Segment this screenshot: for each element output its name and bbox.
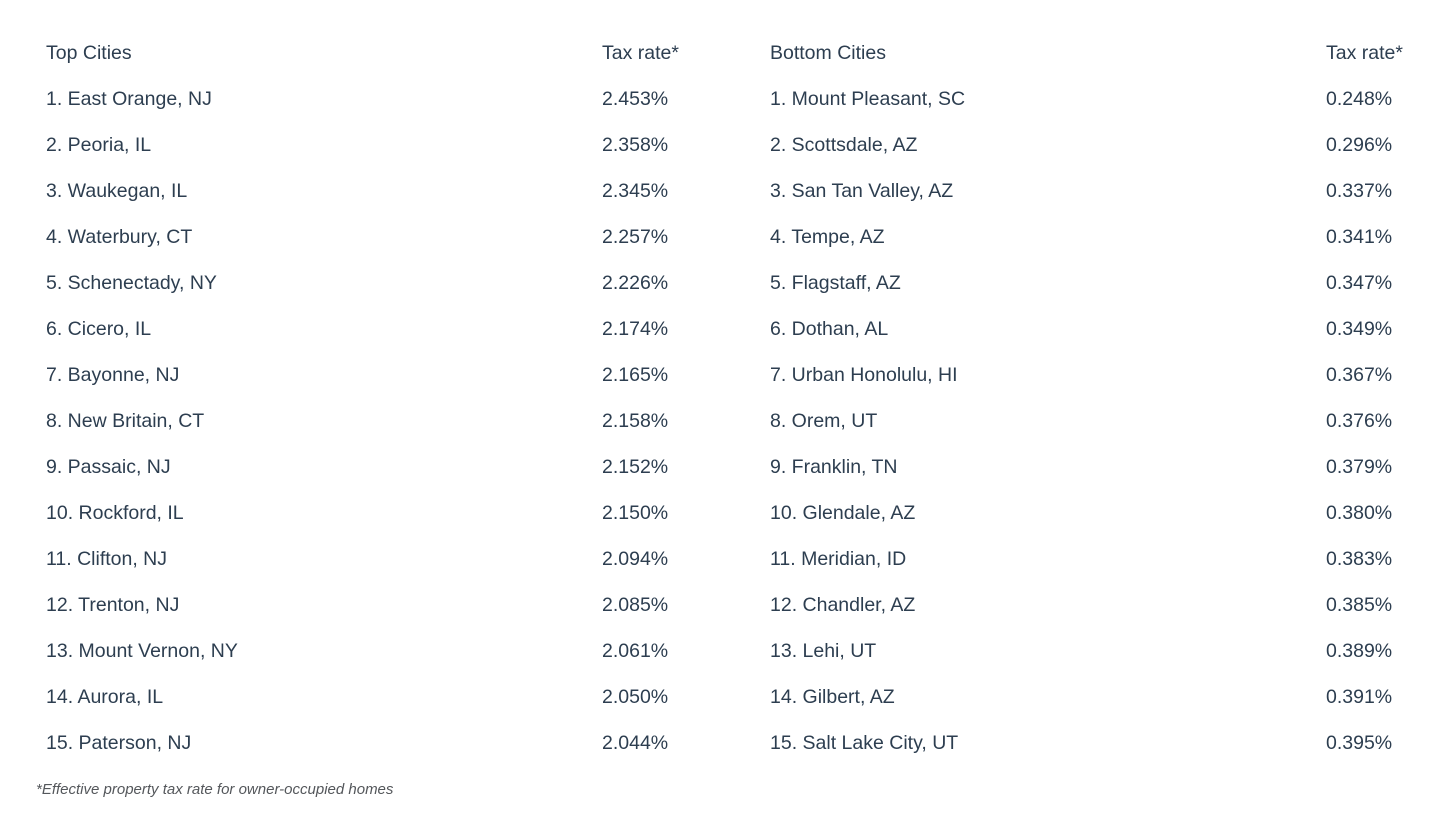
table-row xyxy=(46,491,1414,537)
bottom-rate-cell: 0.380% xyxy=(1326,502,1393,525)
top-cities-header: Top Cities xyxy=(46,42,132,65)
top-city-cell: 4. Waterbury, CT xyxy=(46,226,193,249)
bottom-rate-cell: 0.376% xyxy=(1326,410,1393,433)
bottom-city-cell: 4. Tempe, AZ xyxy=(770,226,885,249)
top-rate-cell: 2.061% xyxy=(602,640,669,663)
table-row xyxy=(46,675,1414,721)
footnote: *Effective property tax rate for owner-occupied homes xyxy=(36,781,394,798)
table-row xyxy=(46,537,1414,583)
top-rate-cell: 2.174% xyxy=(602,318,669,341)
bottom-city-cell: 2. Scottsdale, AZ xyxy=(770,134,918,157)
top-city-cell: 14. Aurora, IL xyxy=(46,686,164,709)
top-city-cell: 8. New Britain, CT xyxy=(46,410,205,433)
table-row xyxy=(46,261,1414,307)
table-row xyxy=(46,169,1414,215)
table-row xyxy=(46,721,1414,767)
table-header-row xyxy=(46,31,1414,77)
top-city-cell: 1. East Orange, NJ xyxy=(46,88,212,111)
bottom-city-cell: 8. Orem, UT xyxy=(770,410,878,433)
top-rate-cell: 2.158% xyxy=(602,410,669,433)
bottom-rate-cell: 0.337% xyxy=(1326,180,1393,203)
top-rate-cell: 2.453% xyxy=(602,88,669,111)
top-rate-cell: 2.226% xyxy=(602,272,669,295)
bottom-city-cell: 3. San Tan Valley, AZ xyxy=(770,180,954,203)
bottom-city-cell: 7. Urban Honolulu, HI xyxy=(770,364,958,387)
top-rate-cell: 2.150% xyxy=(602,502,669,525)
table-row xyxy=(46,583,1414,629)
top-rate-cell: 2.358% xyxy=(602,134,669,157)
bottom-rate-cell: 0.391% xyxy=(1326,686,1393,709)
bottom-rate-cell: 0.385% xyxy=(1326,594,1393,617)
top-city-cell: 3. Waukegan, IL xyxy=(46,180,188,203)
top-tax-rate-header: Tax rate* xyxy=(602,42,679,65)
top-rate-cell: 2.044% xyxy=(602,732,669,755)
bottom-rate-cell: 0.347% xyxy=(1326,272,1393,295)
table-row xyxy=(46,353,1414,399)
top-city-cell: 13. Mount Vernon, NY xyxy=(46,640,238,663)
bottom-city-cell: 10. Glendale, AZ xyxy=(770,502,916,525)
bottom-city-cell: 12. Chandler, AZ xyxy=(770,594,916,617)
table-row xyxy=(46,123,1414,169)
bottom-city-cell: 5. Flagstaff, AZ xyxy=(770,272,901,295)
bottom-rate-cell: 0.389% xyxy=(1326,640,1393,663)
top-city-cell: 10. Rockford, IL xyxy=(46,502,184,525)
bottom-tax-rate-header: Tax rate* xyxy=(1326,42,1403,65)
top-rate-cell: 2.085% xyxy=(602,594,669,617)
bottom-city-cell: 13. Lehi, UT xyxy=(770,640,877,663)
bottom-city-cell: 1. Mount Pleasant, SC xyxy=(770,88,966,111)
bottom-city-cell: 14. Gilbert, AZ xyxy=(770,686,895,709)
top-city-cell: 11. Clifton, NJ xyxy=(46,548,168,571)
table-row xyxy=(46,77,1414,123)
table-row xyxy=(46,399,1414,445)
table-row xyxy=(46,445,1414,491)
top-rate-cell: 2.345% xyxy=(602,180,669,203)
top-city-cell: 9. Passaic, NJ xyxy=(46,456,171,479)
bottom-rate-cell: 0.296% xyxy=(1326,134,1393,157)
bottom-city-cell: 11. Meridian, ID xyxy=(770,548,907,571)
bottom-rate-cell: 0.341% xyxy=(1326,226,1393,249)
top-city-cell: 7. Bayonne, NJ xyxy=(46,364,180,387)
bottom-rate-cell: 0.248% xyxy=(1326,88,1393,111)
top-rate-cell: 2.165% xyxy=(602,364,669,387)
table-row xyxy=(46,215,1414,261)
bottom-cities-header: Bottom Cities xyxy=(770,42,886,65)
top-rate-cell: 2.050% xyxy=(602,686,669,709)
top-rate-cell: 2.094% xyxy=(602,548,669,571)
bottom-city-cell: 15. Salt Lake City, UT xyxy=(770,732,959,755)
top-city-cell: 15. Paterson, NJ xyxy=(46,732,192,755)
top-city-cell: 6. Cicero, IL xyxy=(46,318,152,341)
top-city-cell: 5. Schenectady, NY xyxy=(46,272,217,295)
bottom-rate-cell: 0.349% xyxy=(1326,318,1393,341)
table-row xyxy=(46,629,1414,675)
table-rows xyxy=(46,77,1414,767)
top-rate-cell: 2.257% xyxy=(602,226,669,249)
top-rate-cell: 2.152% xyxy=(602,456,669,479)
bottom-rate-cell: 0.379% xyxy=(1326,456,1393,479)
bottom-city-cell: 9. Franklin, TN xyxy=(770,456,898,479)
bottom-rate-cell: 0.383% xyxy=(1326,548,1393,571)
table-row xyxy=(46,307,1414,353)
bottom-rate-cell: 0.367% xyxy=(1326,364,1393,387)
top-city-cell: 2. Peoria, IL xyxy=(46,134,152,157)
bottom-city-cell: 6. Dothan, AL xyxy=(770,318,889,341)
bottom-rate-cell: 0.395% xyxy=(1326,732,1393,755)
top-city-cell: 12. Trenton, NJ xyxy=(46,594,180,617)
